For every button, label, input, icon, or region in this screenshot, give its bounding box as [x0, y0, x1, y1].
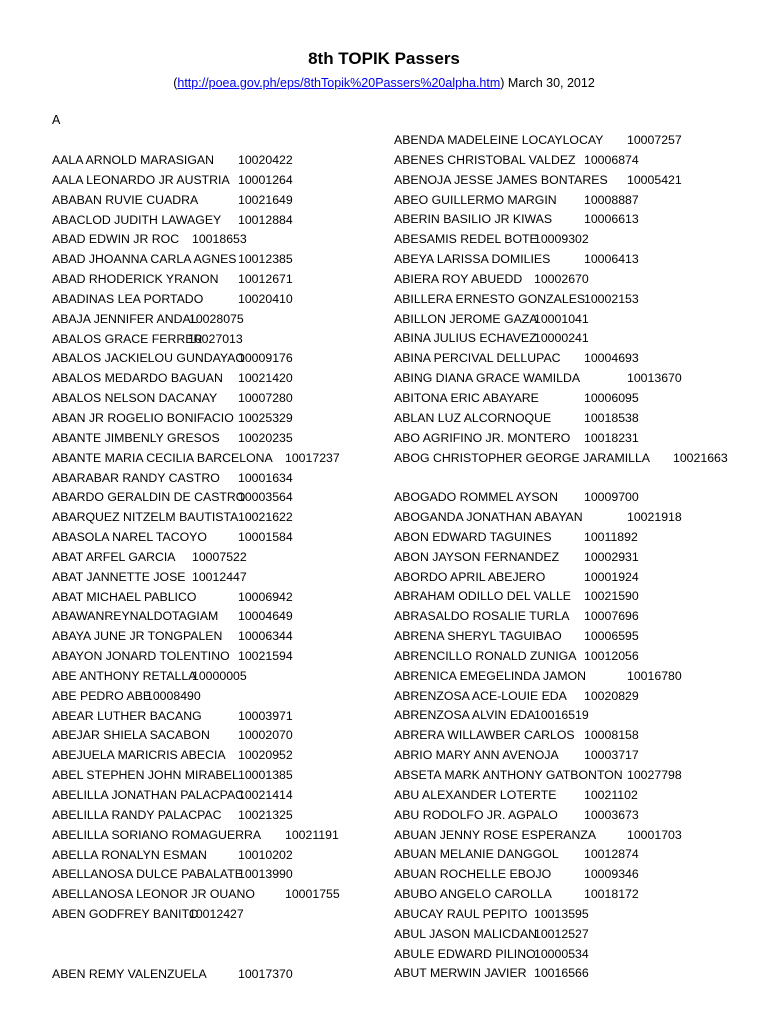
passer-name: ABELLANOSA LEONOR JR OUANO — [52, 887, 255, 902]
passer-name: ABELILLA RANDY PALACPAC — [52, 807, 222, 822]
passer-code: 10020829 — [584, 688, 639, 703]
passer-name: ABRASALDO ROSALIE TURLA — [394, 609, 570, 624]
passer-name: ABRERA WILLAWBER CARLOS — [394, 728, 575, 743]
passer-code: 10006613 — [584, 212, 639, 227]
passer-code: 10018172 — [584, 887, 639, 902]
passer-code: 10027798 — [627, 768, 682, 782]
passer-name: ABELILLA SORIANO ROMAGUERRA — [52, 827, 262, 842]
list-item — [52, 707, 340, 727]
list-item — [394, 131, 728, 151]
passer-code: 10000534 — [534, 946, 589, 961]
passer-name: ABEJAR SHIELA SACABON — [52, 728, 210, 743]
passer-code: 10021414 — [238, 788, 293, 802]
list-item — [52, 965, 340, 985]
passer-code: 10021102 — [584, 787, 638, 802]
list-item — [52, 746, 340, 766]
passer-name: ABARQUEZ NITZELM BAUTISTA — [52, 510, 239, 525]
list-item — [394, 786, 728, 806]
passer-code: 10001924 — [584, 569, 639, 584]
passer-code: 10021663 — [673, 450, 728, 465]
page-title: 8th TOPIK Passers — [308, 49, 460, 68]
passer-name: ABULE EDWARD PILINO — [394, 946, 536, 961]
passer-code: 10016519 — [534, 708, 589, 723]
passer-name: AALA LEONARDO JR AUSTRIA — [52, 172, 230, 187]
list-item — [52, 488, 340, 508]
passer-code: 10016566 — [534, 966, 589, 981]
list-item — [52, 905, 340, 925]
list-item — [52, 687, 340, 707]
list-item — [394, 826, 728, 846]
passer-name: ABUAN JENNY ROSE ESPERANZA — [394, 827, 597, 842]
passer-code: 10012874 — [584, 847, 639, 862]
passer-name: ABABAN RUVIE CUADRA — [52, 192, 199, 207]
list-item — [394, 429, 728, 449]
list-item — [52, 330, 340, 350]
passer-code: 10012056 — [584, 648, 639, 663]
passer-code: 10021590 — [584, 589, 639, 604]
passer-name: ABEYA LARISSA DOMILIES — [394, 252, 551, 267]
passer-code: 10001264 — [238, 172, 293, 187]
list-item — [52, 290, 340, 310]
passer-code: 10007522 — [192, 549, 247, 564]
passer-name: ABRENZOSA ACE-LOUIE EDA — [394, 688, 567, 703]
list-item — [394, 329, 728, 349]
list-item — [52, 806, 340, 826]
passer-name: ABRIO MARY ANN AVENOJA — [394, 748, 559, 763]
passer-code: 10007280 — [238, 391, 293, 406]
passer-code: 10020235 — [238, 430, 293, 445]
passer-name: ABUAN MELANIE DANGGOL — [394, 847, 559, 862]
passer-code: 10003564 — [238, 490, 293, 505]
passer-name: ABUAN ROCHELLE EBOJO — [394, 867, 552, 882]
list-item — [52, 647, 340, 667]
passer-name: ABEN GODFREY BANITO — [52, 907, 199, 922]
passer-code: 10028075 — [189, 311, 244, 326]
passer-code: 10002153 — [584, 291, 639, 306]
passer-code: 10013595 — [534, 906, 589, 921]
passer-name: ABOGADO ROMMEL AYSON — [394, 490, 558, 505]
passer-name: ABOGANDA JONATHAN ABAYAN — [394, 510, 583, 525]
list-item — [52, 508, 340, 528]
passer-name: ABAYON JONARD TOLENTINO — [52, 649, 230, 664]
passer-code: 10006942 — [238, 589, 293, 604]
passer-code: 10009176 — [238, 351, 293, 366]
list-item — [52, 389, 340, 409]
passer-name: ABON JAYSON FERNANDEZ — [394, 549, 560, 564]
list-item — [394, 250, 728, 270]
passer-name: ABLAN LUZ ALCORNOQUE — [394, 410, 552, 425]
passer-code: 10006595 — [584, 629, 639, 644]
list-item — [52, 865, 340, 885]
list-item — [52, 766, 340, 786]
passer-name: ABITONA ERIC ABAYARE — [394, 390, 539, 405]
passer-code: 10003673 — [584, 807, 639, 822]
list-item — [394, 746, 728, 766]
passer-name: ABINA JULIUS ECHAVEZ — [394, 331, 537, 346]
list-item — [394, 310, 728, 330]
passer-code: 10013990 — [238, 867, 293, 882]
passer-name: ABAWANREYNALDOTAGIAM — [52, 609, 219, 624]
passer-code: 10004693 — [584, 351, 639, 366]
list-item — [52, 270, 340, 290]
passer-name: ABAJA JENNIFER ANDAL — [52, 311, 198, 326]
passer-name: ABELLANOSA DULCE PABALATE — [52, 867, 243, 882]
passer-name: ABRENICA EMEGELINDA JAMON — [394, 668, 587, 683]
passer-code: 10002070 — [238, 728, 293, 743]
list-item — [394, 607, 728, 627]
list-item — [394, 766, 728, 786]
passer-name: ABRAHAM ODILLO DEL VALLE — [394, 589, 572, 604]
passer-name: ABE ANTHONY RETALLA — [52, 668, 197, 683]
passer-name: ABAD RHODERICK YRANON — [52, 272, 219, 287]
passer-code: 10001634 — [238, 470, 293, 485]
list-item — [394, 905, 728, 925]
list-item — [52, 151, 340, 171]
passer-name: ABU ALEXANDER LOTERTE — [394, 787, 557, 802]
passer-code: 10009302 — [534, 232, 589, 247]
passer-name: ABORDO APRIL ABEJERO — [394, 569, 546, 584]
passer-name: ABAD JHOANNA CARLA AGNES — [52, 252, 237, 267]
passer-name: ABILLERA ERNESTO GONZALES — [394, 291, 586, 306]
passer-name: ABOG CHRISTOPHER GEORGE JARAMILLA — [394, 450, 651, 465]
list-item — [394, 667, 728, 687]
passer-code: 10012527 — [534, 926, 589, 941]
passer-name: ABUBO ANGELO CAROLLA — [394, 887, 552, 902]
passer-code: 10021918 — [627, 510, 682, 525]
passer-name: ABEJUELA MARICRIS ABECIA — [52, 748, 226, 763]
list-item — [52, 607, 340, 627]
source-link[interactable]: http://poea.gov.ph/eps/8thTopik%20Passers%20alpha.htm — [177, 76, 501, 90]
passer-name: ABESAMIS REDEL BOTE — [394, 232, 538, 247]
list-item — [394, 369, 728, 389]
passer-name: ABANTE MARIA CECILIA BARCELONA — [52, 450, 273, 465]
passer-name: ABENES CHRISTOBAL VALDEZ — [394, 152, 576, 167]
passer-code: 10013670 — [627, 371, 682, 386]
passer-name: ABEO GUILLERMO MARGIN — [394, 192, 557, 207]
passer-name: ABASOLA NAREL TACOYO — [52, 530, 207, 545]
passer-name: ABAT JANNETTE JOSE — [52, 569, 186, 584]
passer-name: ABAYA JUNE JR TONGPALEN — [52, 629, 223, 644]
list-item — [52, 588, 340, 608]
list-item — [394, 647, 728, 667]
passer-name: ABARDO GERALDIN DE CASTRO — [52, 490, 246, 505]
list-item — [394, 210, 728, 230]
passer-code: 10000241 — [534, 331, 589, 346]
passer-code: 10016780 — [627, 668, 682, 683]
list-item — [394, 925, 728, 945]
passer-name: ABRENA SHERYL TAGUIBAO — [394, 629, 562, 644]
passer-code: 10020952 — [238, 748, 293, 763]
passer-name: ABENOJA JESSE JAMES BONTARES — [394, 172, 608, 187]
list-item — [52, 349, 340, 369]
list-item — [394, 865, 728, 885]
list-item — [394, 806, 728, 826]
list-item — [394, 151, 728, 171]
passer-code: 10027013 — [188, 331, 243, 346]
passer-code: 10001385 — [238, 768, 293, 783]
passer-name: ABEAR LUTHER BACANG — [52, 708, 202, 723]
passer-name: ABADINAS LEA PORTADO — [52, 291, 204, 306]
passer-name: ABALOS JACKIELOU GUNDAYAO — [52, 351, 245, 366]
passer-code: 10018653 — [192, 232, 247, 247]
blank-row — [394, 468, 728, 488]
passer-code: 10001584 — [238, 530, 293, 545]
passer-code: 10018538 — [584, 410, 639, 425]
list-item — [52, 726, 340, 746]
list-item — [52, 627, 340, 647]
passer-code: 10010202 — [238, 847, 293, 862]
passer-name: ABEL STEPHEN JOHN MIRABEL — [52, 768, 239, 783]
source-date: ) March 30, 2012 — [500, 76, 595, 90]
passer-code: 10001755 — [285, 887, 340, 902]
passer-name: ABRENZOSA ALVIN EDA — [394, 708, 536, 723]
passers-list-left — [52, 151, 340, 984]
list-item — [394, 449, 728, 469]
passer-code: 10012427 — [189, 907, 244, 922]
list-item — [52, 310, 340, 330]
passer-code: 10009346 — [584, 867, 639, 882]
list-item — [52, 568, 340, 588]
list-item — [394, 389, 728, 409]
list-item — [394, 290, 728, 310]
passer-name: ABERIN BASILIO JR KIWAS — [394, 212, 553, 227]
list-item — [394, 627, 728, 647]
passer-name: ABAN JR ROGELIO BONIFACIO — [52, 410, 234, 425]
passer-code: 10007257 — [627, 133, 682, 147]
list-item — [52, 449, 340, 469]
passer-code: 10002931 — [584, 549, 639, 564]
list-item — [394, 845, 728, 865]
list-item — [394, 568, 728, 588]
passer-name: ABON EDWARD TAGUINES — [394, 529, 552, 544]
list-item — [52, 250, 340, 270]
list-item — [52, 211, 340, 231]
passer-code: 10020410 — [238, 291, 293, 306]
passer-code: 10012447 — [192, 569, 247, 584]
passer-name: ABENDA MADELEINE LOCAYLOCAY — [394, 133, 604, 147]
passer-code: 10003971 — [238, 708, 293, 723]
passer-code: 10003717 — [584, 748, 639, 763]
list-item — [394, 409, 728, 429]
passer-code: 10021191 — [285, 827, 339, 842]
list-item — [52, 191, 340, 211]
list-item — [394, 945, 728, 965]
passer-name: ABAT ARFEL GARCIA — [52, 549, 176, 564]
passer-code: 10021420 — [238, 371, 293, 386]
passer-name: ABUL JASON MALICDAN — [394, 926, 538, 941]
passer-name: ABELLA RONALYN ESMAN — [52, 847, 207, 862]
passer-code: 10012671 — [238, 272, 293, 287]
list-item — [394, 885, 728, 905]
list-item — [52, 230, 340, 250]
passer-code: 10012884 — [238, 212, 293, 227]
passer-name: ABALOS GRACE FERRER — [52, 331, 203, 346]
passer-name: ABEN REMY VALENZUELA — [52, 966, 207, 981]
passer-name: ABACLOD JUDITH LAWAGEY — [52, 212, 222, 227]
list-item — [52, 667, 340, 687]
source-line — [0, 76, 768, 90]
passer-code: 10006874 — [584, 152, 639, 167]
passer-code: 10006344 — [238, 629, 293, 644]
passer-name: ABALOS NELSON DACANAY — [52, 391, 218, 406]
list-item — [394, 191, 728, 211]
list-item — [52, 548, 340, 568]
passer-name: ABSETA MARK ANTHONY GATBONTON — [394, 768, 623, 782]
list-item — [394, 528, 728, 548]
passer-name: ABANTE JIMBENLY GRESOS — [52, 430, 220, 445]
passer-name: ABALOS MEDARDO BAGUAN — [52, 371, 223, 386]
passer-code: 10021622 — [238, 510, 293, 525]
list-item — [52, 429, 340, 449]
passer-code: 10002670 — [534, 271, 589, 286]
list-item — [394, 587, 728, 607]
passer-code: 10021649 — [238, 192, 293, 207]
passer-code: 10006095 — [584, 390, 639, 405]
passer-code: 10008490 — [146, 688, 201, 703]
passer-code: 10009700 — [584, 490, 639, 505]
passer-code: 10017237 — [285, 450, 340, 465]
passer-name: ABARABAR RANDY CASTRO — [52, 470, 220, 485]
list-item — [52, 369, 340, 389]
passer-code: 10012385 — [238, 252, 293, 267]
list-item — [394, 171, 728, 191]
passer-name: ABAT MICHAEL PABLICO — [52, 589, 197, 604]
passer-code: 10008887 — [584, 192, 639, 207]
passer-code: 10017370 — [238, 966, 293, 981]
passer-name: ABUT MERWIN JAVIER — [394, 966, 527, 981]
passer-name: ABRENCILLO RONALD ZUNIGA — [394, 648, 577, 663]
list-item — [52, 826, 340, 846]
list-item — [394, 270, 728, 290]
passer-code: 10021594 — [238, 649, 293, 664]
passer-code: 10006413 — [584, 252, 639, 267]
passer-name: ABUCAY RAUL PEPITO — [394, 906, 528, 921]
passer-code: 10021325 — [238, 807, 293, 822]
list-item — [394, 230, 728, 250]
list-item — [394, 349, 728, 369]
passer-name: ABIERA ROY ABUEDD — [394, 271, 523, 286]
passer-name: ABU RODOLFO JR. AGPALO — [394, 807, 558, 822]
blank-row — [52, 925, 340, 945]
passer-code: 10018231 — [584, 430, 639, 445]
passer-code: 10007696 — [584, 609, 639, 624]
list-item — [52, 885, 340, 905]
list-item — [52, 846, 340, 866]
blank-row — [52, 945, 340, 965]
passer-code: 10001703 — [627, 827, 682, 842]
list-item — [394, 964, 728, 984]
list-item — [52, 469, 340, 489]
section-letter: A — [52, 113, 61, 127]
passer-code: 10025329 — [238, 410, 293, 425]
list-item — [394, 508, 728, 528]
list-item — [394, 687, 728, 707]
list-item — [52, 409, 340, 429]
passer-code: 10020422 — [238, 153, 293, 167]
list-item — [394, 726, 728, 746]
open-paren: ( — [173, 76, 178, 90]
list-item — [394, 548, 728, 568]
list-item — [52, 786, 340, 806]
passer-code: 10005421 — [627, 172, 682, 187]
passer-name: ABE PEDRO ABE — [52, 688, 152, 703]
passer-name: ABINA PERCIVAL DELLUPAC — [394, 351, 561, 366]
passer-code: 10008158 — [584, 728, 639, 743]
passer-name: ABING DIANA GRACE WAMILDA — [394, 371, 581, 386]
passer-name: ABAD EDWIN JR ROC — [52, 232, 180, 247]
list-item — [52, 171, 340, 191]
passer-name: AALA ARNOLD MARASIGAN — [52, 153, 214, 167]
list-item — [394, 706, 728, 726]
passer-name: ABILLON JEROME GAZA — [394, 311, 538, 326]
passer-name: ABO AGRIFINO JR. MONTERO — [394, 430, 571, 445]
passer-code: 10000005 — [192, 668, 247, 683]
passer-name: ABELILLA JONATHAN PALACPAC — [52, 788, 245, 802]
list-item — [394, 488, 728, 508]
passer-code: 10011892 — [584, 529, 638, 544]
passer-code: 10001041 — [534, 311, 589, 326]
passer-code: 10004649 — [238, 609, 293, 624]
list-item — [52, 528, 340, 548]
passers-list-right — [394, 131, 728, 984]
